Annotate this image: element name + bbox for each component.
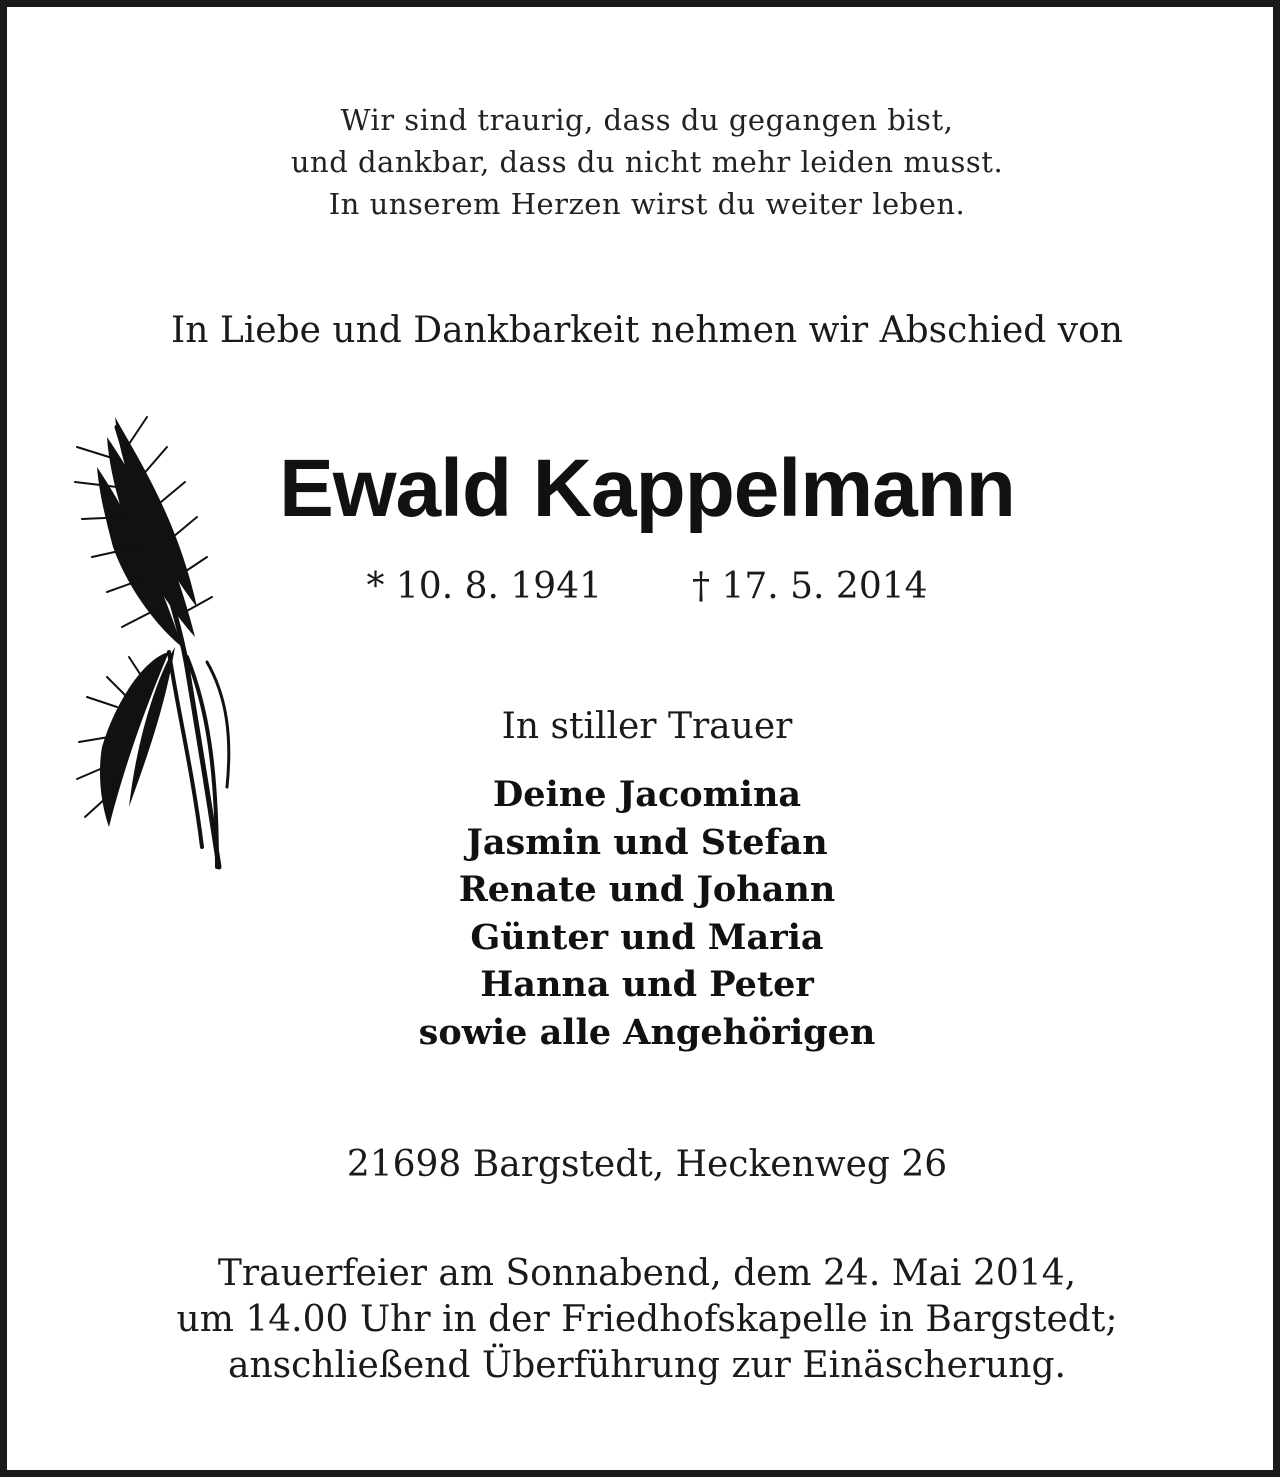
mourner-item: sowie alle Angehörigen [418,1011,876,1053]
address: 21698 Bargstedt, Heckenweg 26 [346,1144,948,1185]
ceremony-line-1: Trauerfeier am Sonnabend, dem 24. Mai 2014, [217,1253,1077,1294]
mourner-item: Günter und Maria [470,916,824,958]
mourner-item: Jasmin und Stefan [466,821,828,863]
life-dates [7,563,1280,611]
mourners-list [7,771,1280,1056]
ceremony-line-3: anschließend Überführung zur Einäscherung. [228,1345,1066,1386]
mourning-phrase: In stiller Trauer [501,706,793,747]
birth-date: * 10. 8. 1941 [366,566,602,607]
ceremony-info [7,1251,1280,1389]
motto-line-2: und dankbar, dass du nicht mehr leiden musst. [290,145,1004,179]
motto-line-3: In unserem Herzen wirst du weiter leben. [328,187,966,221]
deceased-name: Ewald Kappelmann [279,443,1015,534]
death-date: † 17. 5. 2014 [692,566,928,607]
motto [7,99,1280,225]
ceremony-line-2: um 14.00 Uhr in der Friedhofskapelle in Bargstedt; [176,1299,1118,1340]
mourner-item: Renate und Johann [458,869,836,910]
motto-line-1: Wir sind traurig, dass du gegangen bist, [340,103,954,137]
intro-text: In Liebe und Dankbarkeit nehmen wir Abschied von [171,310,1123,351]
mourner-item: Hanna und Peter [480,964,814,1005]
mourner-item: Deine Jacomina [492,774,802,815]
